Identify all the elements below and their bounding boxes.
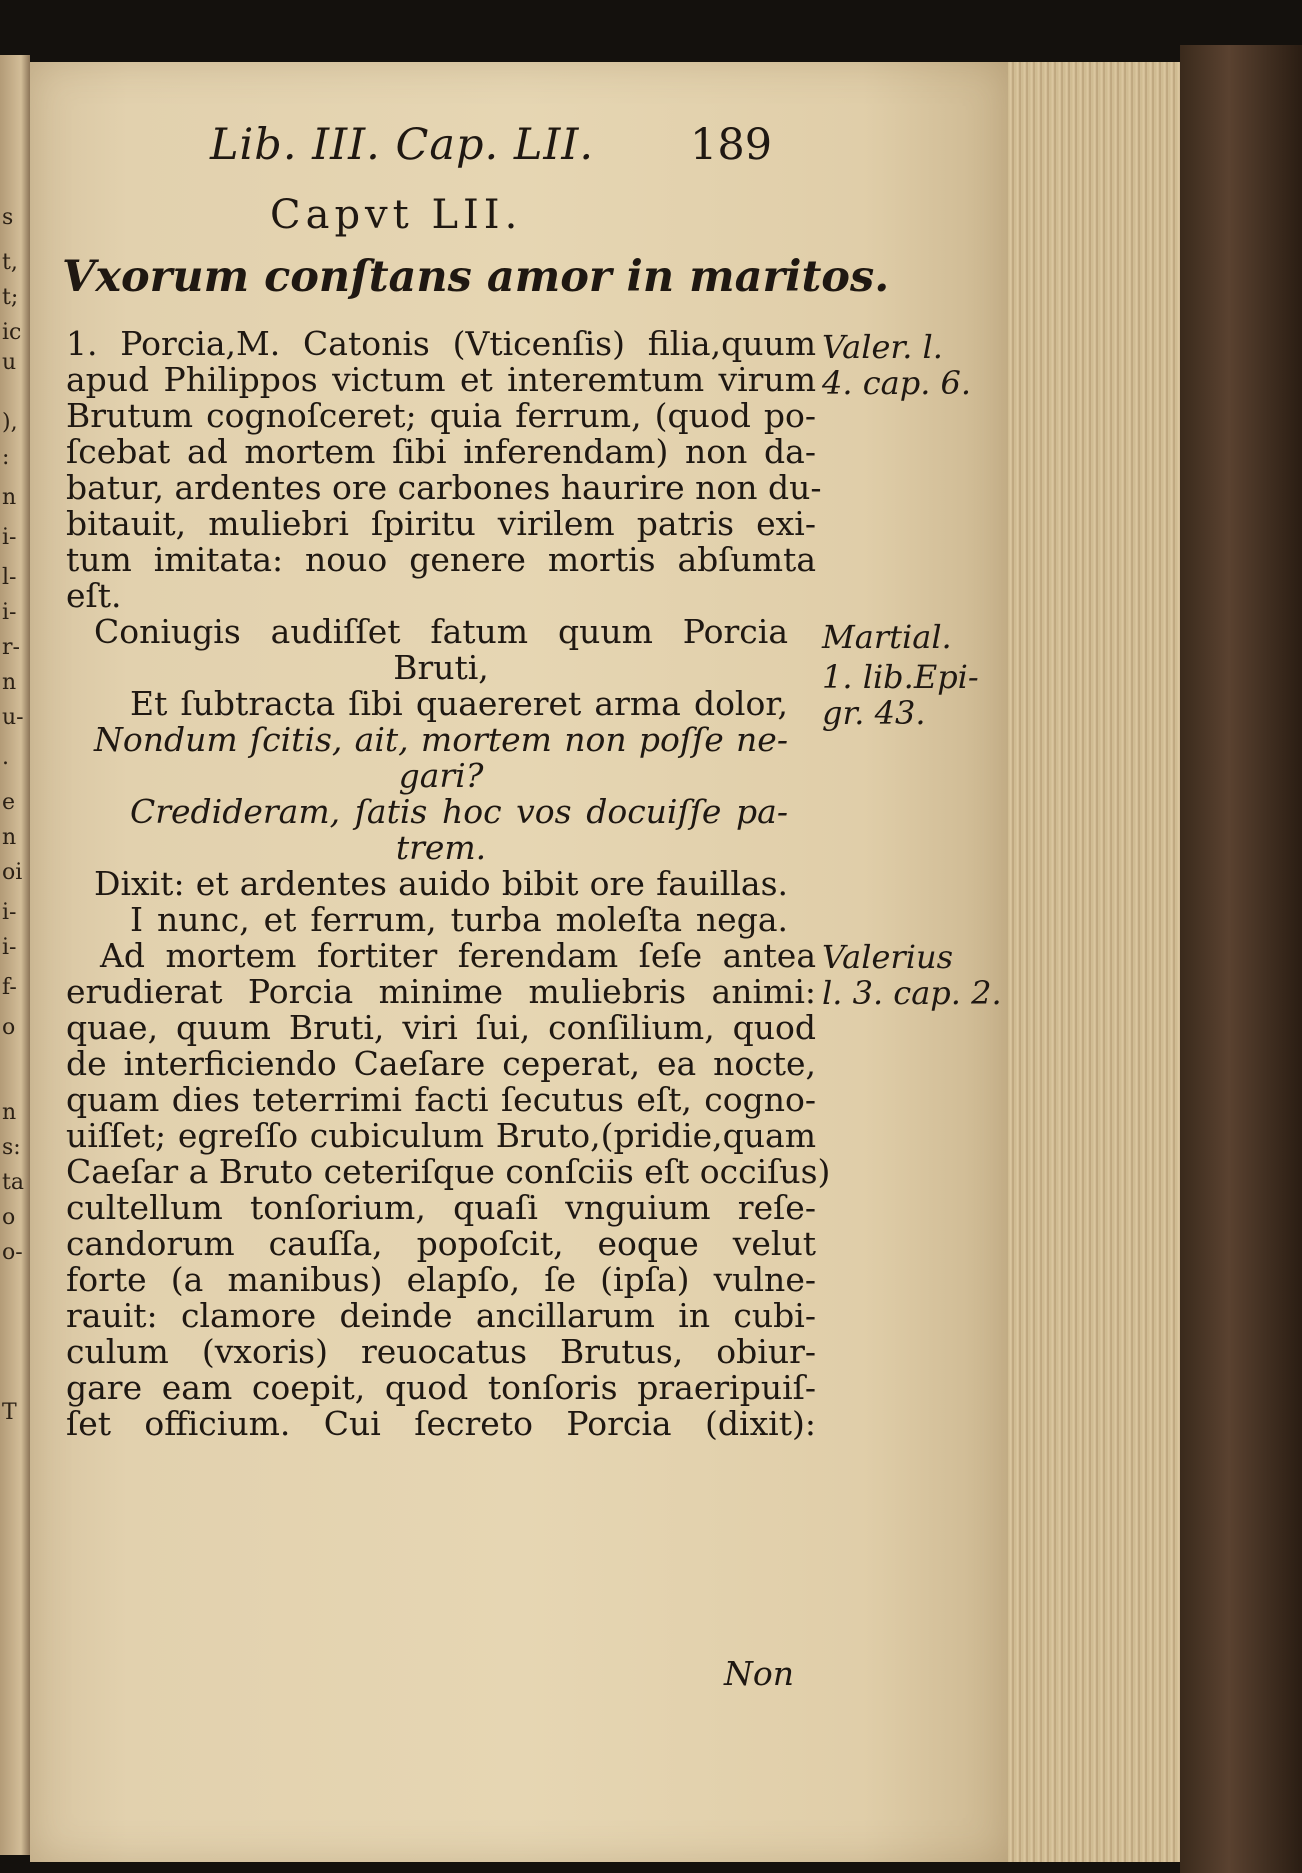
previous-page-letter: o- [2, 1240, 23, 1265]
body-line: 1. Porcia,M. Catonis (Vticenſis) filia,quum [66, 324, 816, 363]
margin-note: Valer. l. [822, 328, 943, 366]
margin-note: Martial. [822, 618, 952, 656]
body-line: apud Philippos victum et interemtum virum [66, 360, 816, 399]
running-head: Lib. III. Cap. LII. [210, 120, 595, 170]
body-line: uiſſet; egreſſo cubiculum Bruto,(pridie,quam [66, 1116, 816, 1155]
body-line: quam dies teterrimi facti ſecutus eſt, cogno- [66, 1080, 816, 1119]
previous-page-letter: : [2, 445, 10, 470]
previous-page-letter: n [2, 670, 17, 695]
previous-page-letter: r- [2, 635, 20, 660]
page-number: 189 [690, 120, 773, 170]
previous-page-letter: i- [2, 935, 17, 960]
body-line: de interficiendo Caeſare ceperat, ea nocte, [66, 1044, 816, 1083]
previous-page-letter: s: [2, 1135, 21, 1160]
verse-line: Nondum ſcitis, ait, mortem non poſſe ne- [94, 720, 788, 759]
margin-note: l. 3. cap. 2. [822, 974, 1002, 1012]
catchword: Non [724, 1654, 794, 1693]
previous-page-letter: e [2, 790, 16, 815]
previous-page-letters [0, 55, 30, 1855]
margin-note: gr. 43. [822, 694, 926, 732]
margin-note: Valerius [822, 938, 953, 976]
body-line: Brutum cognoſceret; quia ferrum, (quod po- [66, 396, 816, 435]
book-binding [1180, 45, 1302, 1873]
previous-page-letter: ic [2, 320, 22, 345]
body-line: gare eam coepit, quod tonſoris praeripuiſ- [66, 1368, 816, 1407]
body-line: erudierat Porcia minime muliebris animi: [66, 972, 816, 1011]
previous-page-letter: . [2, 745, 9, 770]
body-line: ſet officium. Cui ſecreto Porcia (dixit): [66, 1404, 816, 1443]
previous-page-letter: T [2, 1400, 17, 1425]
previous-page-letter: f- [2, 975, 17, 1000]
verse-line: I nunc, et ferrum, turba moleſta nega. [130, 900, 788, 939]
body-line: ſcebat ad mortem ſibi inferendam) non da- [66, 432, 816, 471]
verse-line: gari? [398, 756, 484, 795]
body-line: tum imitata: nouo genere mortis abſumta [66, 540, 816, 579]
verse-line: Et ſubtracta ſibi quaereret arma dolor, [130, 684, 788, 723]
verse-line: Dixit: et ardentes auido bibit ore fauillas. [94, 864, 788, 903]
previous-page-letter: n [2, 825, 17, 850]
previous-page-letter: ), [2, 410, 18, 435]
body-line: eſt. [66, 576, 122, 615]
previous-page-letter: oi [2, 860, 23, 885]
body-line: batur, ardentes ore carbones haurire non du- [66, 468, 822, 507]
previous-page-letter: i- [2, 525, 17, 550]
previous-page-letter: u- [2, 705, 24, 730]
previous-page-letter: s [2, 205, 14, 230]
verse-line: Bruti, [393, 648, 489, 687]
margin-note: 4. cap. 6. [822, 364, 972, 402]
previous-page-letter: o [2, 1205, 16, 1230]
previous-page-letter: t; [2, 285, 19, 310]
chapter-subtitle: Vxorum conſtans amor in maritos. [62, 252, 890, 302]
body-line: bitauit, muliebri ſpiritu virilem patris exi- [66, 504, 816, 543]
page-block-edges [1008, 62, 1208, 1862]
previous-page-letter: i- [2, 600, 17, 625]
previous-page-letter: l- [2, 565, 17, 590]
chapter-title: Capvt LII. [270, 192, 523, 238]
body-line: Ad mortem fortiter ferendam ſeſe antea [100, 936, 816, 975]
previous-page-letter: i- [2, 900, 17, 925]
body-line: quae, quum Bruti, viri ſui, conſilium, quod [66, 1008, 816, 1047]
body-line: rauit: clamore deinde ancillarum in cubi- [66, 1296, 816, 1335]
body-line: forte (a manibus) elapſo, ſe (ipſa) vulne- [66, 1260, 816, 1299]
verse-line: trem. [395, 828, 487, 867]
verse-line: Coniugis audiſſet fatum quum Porcia [94, 612, 788, 651]
body-line: culum (vxoris) reuocatus Brutus, obiur- [66, 1332, 816, 1371]
previous-page-letter: o [2, 1015, 16, 1040]
body-line: Caeſar a Bruto ceteriſque conſciis eſt occiſus) [66, 1152, 831, 1191]
body-line: candorum cauſſa, popoſcit, eoque velut [66, 1224, 816, 1263]
previous-page-letter: n [2, 1100, 17, 1125]
page-text [30, 62, 1010, 1862]
previous-page-letter: u [2, 350, 17, 375]
previous-page-letter: t, [2, 250, 18, 275]
previous-page-letter: n [2, 485, 17, 510]
margin-note: 1. lib.Epi- [822, 658, 979, 696]
previous-page-edge [0, 55, 30, 1855]
body-line: cultellum tonſorium, quaſi vnguium reſe- [66, 1188, 816, 1227]
previous-page-letter: ta [2, 1170, 24, 1195]
verse-line: Credideram, ſatis hoc vos docuiſſe pa- [130, 792, 788, 831]
